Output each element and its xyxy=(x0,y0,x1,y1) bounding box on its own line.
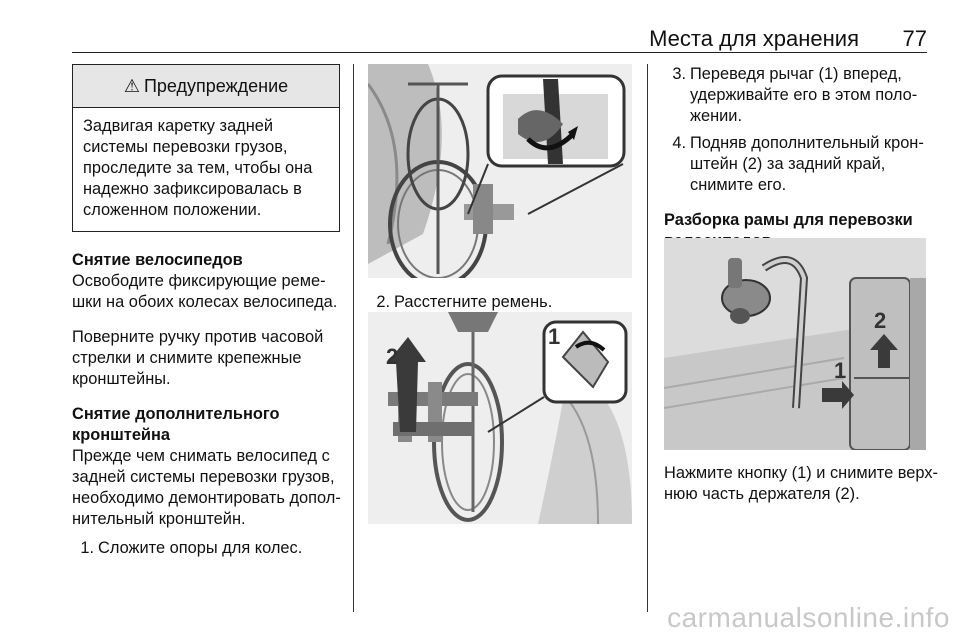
column-divider-left xyxy=(353,64,354,612)
list-item-step-3 xyxy=(664,64,939,127)
step-text: Расстегните ремень. xyxy=(394,293,553,311)
section-heading-remove-bracket: Снятие дополнительного xyxy=(72,405,280,423)
warning-line: Задвигая каретку задней xyxy=(83,117,274,135)
paragraph-line: стрелки и снимите крепежные xyxy=(72,349,302,367)
step-number: 4. xyxy=(672,134,686,152)
paragraph-line: шки на обоих колесах велосипеда. xyxy=(72,293,338,311)
step-text: Сложите опоры для колес. xyxy=(98,539,303,557)
caption-line: нюю часть держателя (2). xyxy=(664,485,860,503)
figure-callout-1: 1 xyxy=(548,324,561,349)
watermark: carmanualsonline.info xyxy=(667,602,950,633)
list-item-step-4 xyxy=(664,133,939,196)
warning-title: Предупреждение xyxy=(143,75,289,96)
warning-triangle-icon: ⚠ xyxy=(123,75,140,96)
warning-box xyxy=(72,64,340,232)
step-text: Подняв дополнительный крон- xyxy=(690,134,924,152)
section-heading-remove-bracket-line2: кронштейна xyxy=(72,426,171,444)
illustration-holder-release xyxy=(664,238,926,450)
warning-line: проследите за тем, чтобы она xyxy=(83,159,313,177)
warning-line: сложенном положении. xyxy=(83,201,262,219)
illustration-bike-strap xyxy=(368,64,632,278)
paragraph-line: нительный кронштейн. xyxy=(72,510,246,528)
page-title: Места для хранения xyxy=(649,26,859,51)
step-text: снимите его. xyxy=(690,176,787,194)
column-right xyxy=(664,64,939,252)
figure-callout-1: 1 xyxy=(834,358,847,383)
step-text: удерживайте его в этом поло- xyxy=(690,86,918,104)
caption-line: Нажмите кнопку (1) и снимите верх- xyxy=(664,464,938,482)
column-divider-right xyxy=(647,64,648,612)
list-item-step-1 xyxy=(72,538,342,559)
warning-line: надежно зафиксировалась в xyxy=(83,180,302,198)
list-item-step-2 xyxy=(368,292,638,313)
page-number: 77 xyxy=(902,26,927,51)
warning-header xyxy=(73,65,339,108)
figure-callout-2: 2 xyxy=(386,344,399,369)
column-left xyxy=(72,64,342,559)
page-header xyxy=(72,26,927,53)
step-text: жении. xyxy=(690,107,742,125)
paragraph-line: Поверните ручку против часовой xyxy=(72,328,324,346)
step-number: 3. xyxy=(672,65,686,83)
warning-line: системы перевозки грузов, xyxy=(83,138,288,156)
step-text: штейн (2) за задний край, xyxy=(690,155,886,173)
paragraph-line: кронштейны. xyxy=(72,370,171,388)
step-2 xyxy=(368,292,638,313)
step-number: 2. xyxy=(376,293,390,311)
paragraph-line: Освободите фиксирующие реме- xyxy=(72,272,326,290)
paragraph-line: необходимо демонтировать допол- xyxy=(72,489,341,507)
section-heading-disassemble-frame: Разборка рамы для перевозки xyxy=(664,211,913,229)
paragraph-line: Прежде чем снимать велосипед с xyxy=(72,447,330,465)
step-number: 1. xyxy=(80,539,94,557)
figure-caption xyxy=(664,463,944,505)
section-heading-remove-bikes: Снятие велосипедов xyxy=(72,251,243,269)
warning-text xyxy=(73,108,339,231)
step-text: Переведя рычаг (1) вперед, xyxy=(690,65,902,83)
figure-callout-2: 2 xyxy=(874,308,887,333)
illustration-bracket-removal xyxy=(368,312,632,524)
paragraph-line: задней системы перевозки грузов, xyxy=(72,468,335,486)
